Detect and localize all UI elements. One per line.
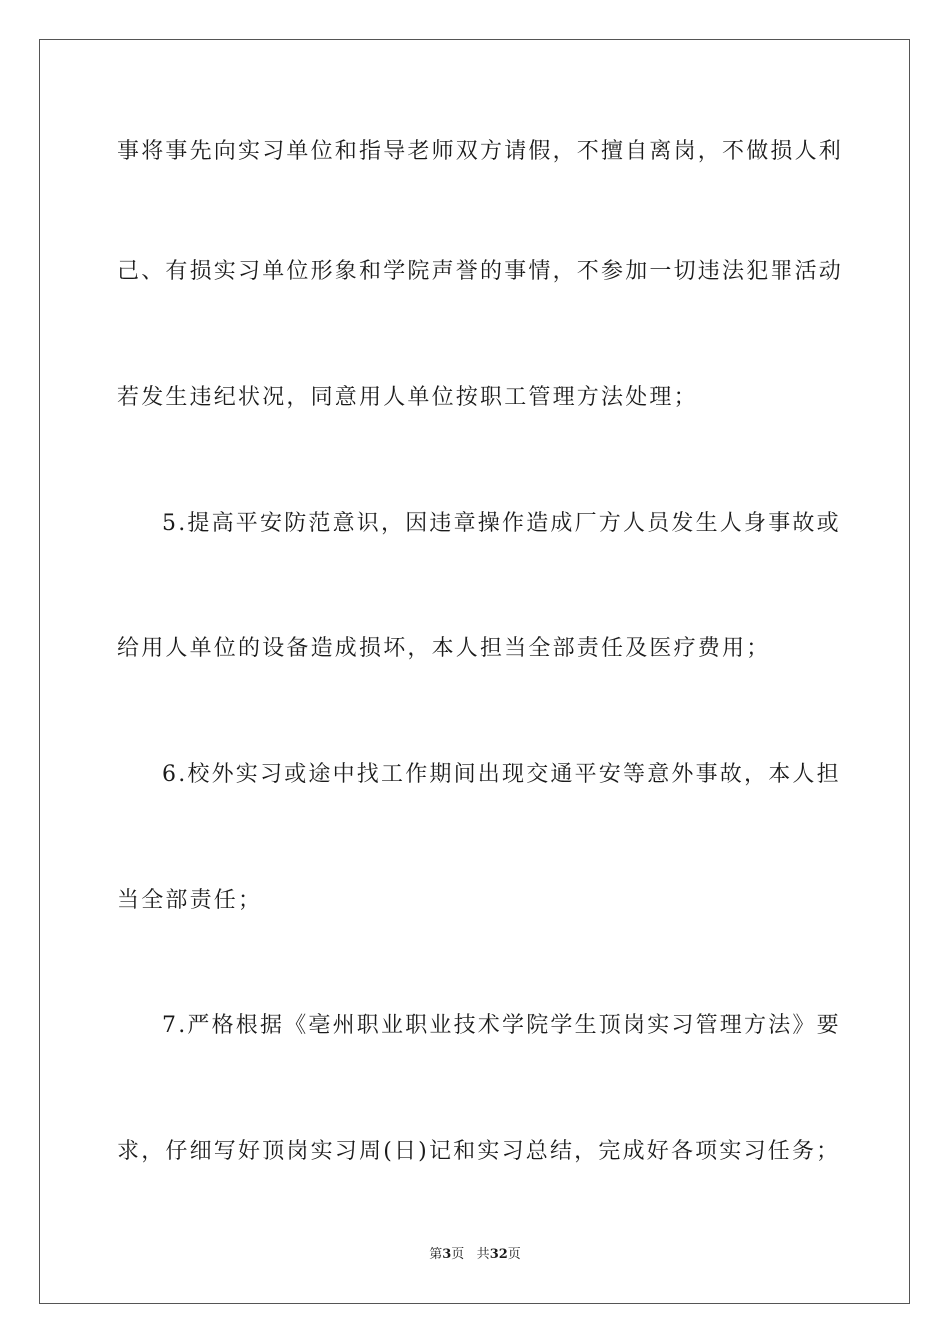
page-current-number: 3: [442, 1247, 452, 1262]
paragraph-line-1: 事将事先向实习单位和指导老师双方请假，不擅自离岗，不做损人利: [117, 139, 844, 164]
paragraph-line-7: 当全部责任；: [117, 888, 263, 913]
paragraph-line-6: 6.校外实习或途中找工作期间出现交通平安等意外事故，本人担: [162, 762, 841, 787]
total-suffix: 页: [507, 1247, 521, 1262]
paragraph-line-2: 己、有损实习单位形象和学院声誉的事情，不参加一切违法犯罪活动: [117, 259, 844, 284]
paragraph-line-8: 7.严格根据《亳州职业职业技术学院学生顶岗实习管理方法》要: [162, 1013, 841, 1038]
paragraph-line-9: 求，仔细写好顶岗实习周(日)记和实习总结，完成好各项实习任务；: [117, 1139, 841, 1164]
paragraph-line-3: 若发生违纪状况，同意用人单位按职工管理方法处理；: [117, 385, 698, 410]
page-suffix: 页: [451, 1247, 465, 1262]
page-footer: [0, 1246, 950, 1264]
page-total-number: 32: [489, 1247, 508, 1262]
paragraph-line-4: 5.提高平安防范意识，因违章操作造成厂方人员发生人身事故或: [162, 511, 841, 536]
total-prefix: 共: [476, 1247, 490, 1262]
page-frame: [39, 39, 910, 1304]
page-prefix: 第: [429, 1247, 443, 1262]
paragraph-line-5: 给用人单位的设备造成损坏，本人担当全部责任及医疗费用；: [117, 636, 771, 661]
